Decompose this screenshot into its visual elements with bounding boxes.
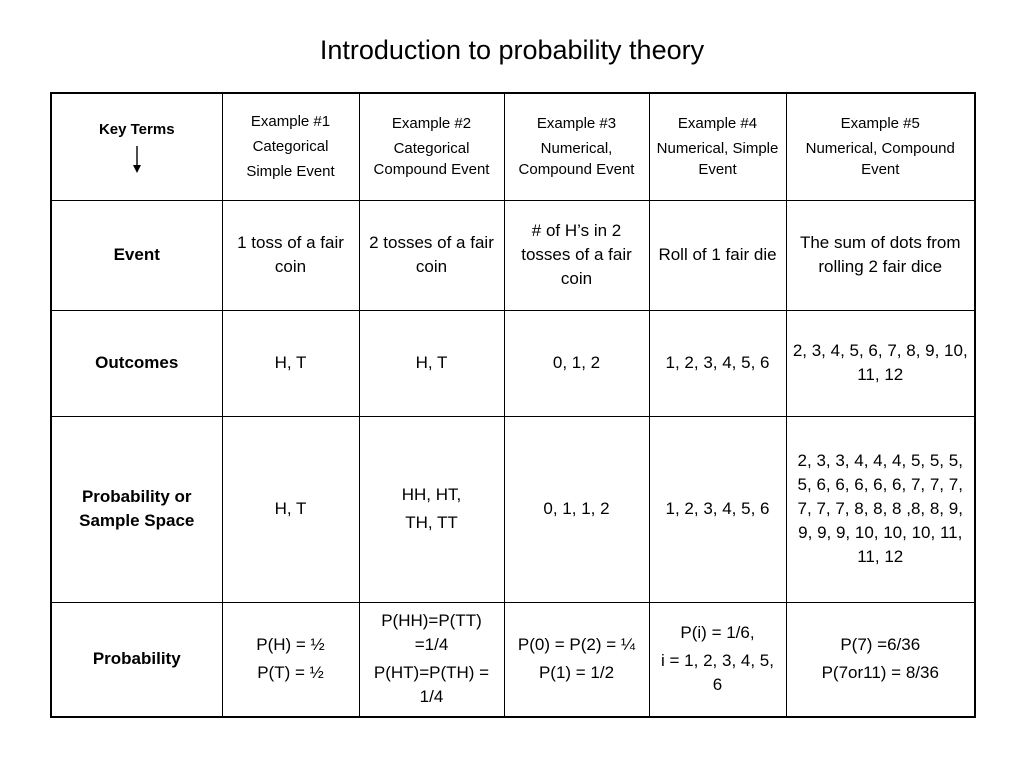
table-row [51, 310, 975, 416]
table-cell [504, 602, 649, 717]
example-header-line: Example #2 [391, 115, 472, 133]
table-cell [786, 416, 975, 602]
table-cell [359, 602, 504, 717]
example-header-line: Example #3 [536, 115, 617, 133]
example-header-line: Simple Event [246, 163, 335, 181]
table-cell [359, 200, 504, 310]
table-cell [222, 602, 359, 717]
example-header-line: Numerical, Simple Event [656, 140, 779, 179]
probability-table [50, 92, 976, 718]
header-row [51, 93, 975, 200]
cell-text: HH, HT, [401, 485, 462, 504]
example-header-3 [504, 93, 649, 200]
cell-text: 0, 1, 2 [552, 353, 601, 372]
page-title: Introduction to probability theory [319, 35, 705, 65]
cell-text: # of H’s in 2 tosses of a fair coin [521, 221, 632, 288]
example-header-line: Example #4 [677, 115, 758, 133]
table-cell [649, 310, 786, 416]
example-header-line: Numerical, Compound Event [805, 140, 955, 179]
example-header-4 [649, 93, 786, 200]
cell-text: Roll of 1 fair die [658, 245, 777, 264]
table-cell [504, 416, 649, 602]
cell-text: P(T) = ½ [257, 663, 324, 683]
example-header-line: Numerical, Compound Event [518, 140, 635, 179]
cell-text: P(7or11) = 8/36 [821, 663, 939, 683]
example-header-line: Categorical [252, 138, 329, 156]
cell-text: 0, 1, 1, 2 [543, 499, 610, 518]
table-cell [786, 602, 975, 717]
row-label: Event [51, 200, 222, 310]
table-cell [649, 416, 786, 602]
example-header-line: Categorical Compound Event [373, 140, 490, 179]
table-cell [649, 200, 786, 310]
example-header-line: Example #1 [250, 113, 331, 131]
row-label: Probability or Sample Space [51, 416, 222, 602]
cell-text: P(7) =6/36 [840, 635, 921, 655]
cell-text: P(HT)=P(TH) = 1/4 [373, 663, 490, 707]
cell-text: P(i) = 1/6, [680, 623, 755, 643]
cell-text: P(H) = ½ [256, 635, 325, 655]
cell-text: 2, 3, 4, 5, 6, 7, 8, 9, 10, 11, 12 [792, 341, 968, 384]
cell-text: i = 1, 2, 3, 4, 5, 6 [661, 651, 774, 695]
cell-text: H, T [274, 353, 307, 372]
key-terms-label: Key Terms [98, 121, 175, 139]
table-cell [222, 310, 359, 416]
key-terms-cell [51, 93, 222, 200]
table-cell [786, 310, 975, 416]
cell-text: 1, 2, 3, 4, 5, 6 [665, 353, 770, 372]
table-cell [359, 310, 504, 416]
table-row [51, 416, 975, 602]
table-cell [222, 416, 359, 602]
table-row [51, 200, 975, 310]
cell-text: P(HH)=P(TT) =1/4 [381, 611, 482, 655]
table-cell [222, 200, 359, 310]
cell-text: 1 toss of a fair coin [237, 233, 344, 276]
table-cell [359, 416, 504, 602]
table-cell [649, 602, 786, 717]
example-header-line: Example #5 [840, 115, 920, 133]
cell-text: TH, TT [405, 513, 458, 532]
cell-text: The sum of dots from rolling 2 fair dice [799, 233, 961, 276]
example-header-1 [222, 93, 359, 200]
cell-text: P(0) = P(2) = ¼ [517, 635, 636, 655]
down-arrow-icon [58, 146, 216, 174]
cell-text: 1, 2, 3, 4, 5, 6 [665, 499, 770, 518]
cell-text: H, T [274, 499, 307, 518]
table-cell [786, 200, 975, 310]
cell-text: 2, 3, 3, 4, 4, 4, 5, 5, 5, 5, 6, 6, 6, 6, 6, 7, 7, 7, 7, 7, 7, 8, 8, 8 ,8, 8, 9, 9, 9, 9, 10, 10, 10, 11, 11, 12 [797, 451, 963, 566]
table-cell [504, 200, 649, 310]
example-header-5 [786, 93, 975, 200]
example-header-2 [359, 93, 504, 200]
row-label: Probability [51, 602, 222, 717]
table-row [51, 602, 975, 717]
cell-text: 2 tosses of a fair coin [369, 233, 494, 276]
cell-text: P(1) = 1/2 [538, 663, 615, 683]
cell-text: H, T [415, 353, 448, 372]
table-cell [504, 310, 649, 416]
row-label: Outcomes [51, 310, 222, 416]
